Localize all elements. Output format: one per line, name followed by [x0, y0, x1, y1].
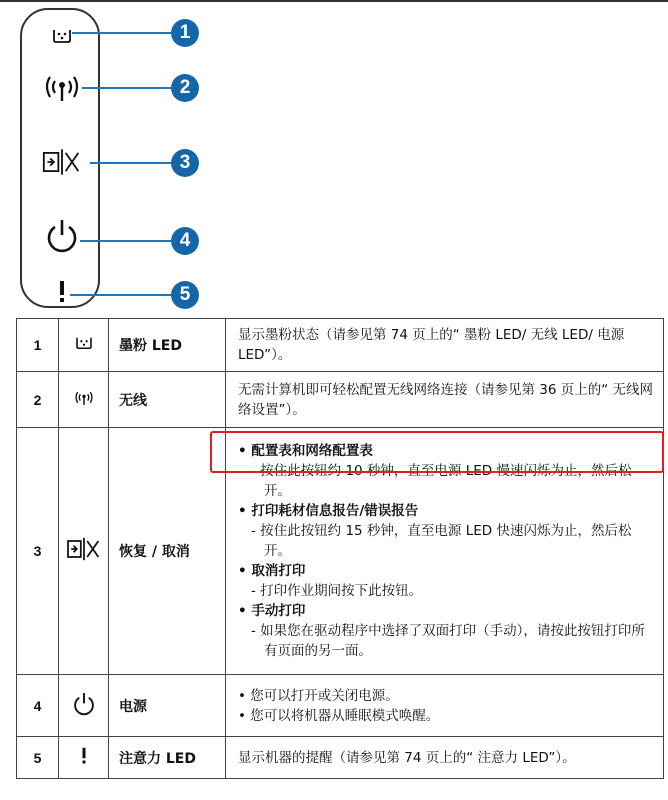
- row-name: 无线: [109, 372, 226, 428]
- callout-2: 2: [171, 74, 199, 102]
- row-number: 3: [17, 428, 59, 675]
- attention-icon: [59, 737, 109, 779]
- row-number: 1: [17, 319, 59, 372]
- table-row: [17, 737, 664, 779]
- row-name: 注意力 LED: [109, 737, 226, 779]
- toner-icon: [42, 16, 82, 56]
- toner-icon: [59, 319, 109, 372]
- item-detail: - 按住此按钮约 15 秒钟，直至电源 LED 快速闪烁为止，然后松开。: [251, 523, 632, 559]
- top-rule: [0, 0, 668, 2]
- row-description: [226, 675, 664, 737]
- resume-cancel-icon: [59, 428, 109, 675]
- item-title: 配置表和网络配置表: [251, 443, 373, 459]
- row-description: 显示墨粉状态（请参见第 74 页上的“ 墨粉 LED/ 无线 LED/ 电源 LED”）。: [226, 319, 664, 372]
- row-number: 2: [17, 372, 59, 428]
- row-description: 显示机器的提醒（请参见第 74 页上的“ 注意力 LED”）。: [226, 737, 664, 779]
- leader-line-5: [70, 294, 172, 296]
- resume-cancel-icon[interactable]: [42, 142, 82, 182]
- row-name: 恢复 / 取消: [109, 428, 226, 675]
- leader-line-4: [80, 240, 172, 242]
- list-item: • 配置表和网络配置表: [238, 443, 373, 459]
- callout-1: 1: [171, 19, 199, 47]
- row-description: 无需计算机即可轻松配置无线网络连接（请参见第 36 页上的“ 无线网络设置”）。: [226, 372, 664, 428]
- list-item: • 打印耗材信息报告/错误报告: [238, 503, 419, 519]
- callout-4: 4: [171, 227, 199, 255]
- row-name: 电源: [109, 675, 226, 737]
- list-item: • 您可以将机器从睡眠模式唤醒。: [238, 707, 440, 724]
- leader-line-1: [72, 32, 172, 34]
- control-panel: [20, 8, 100, 308]
- wireless-icon: [59, 372, 109, 428]
- item-title: 手动打印: [251, 603, 306, 619]
- leader-line-3: [90, 162, 172, 164]
- table-row: [17, 675, 664, 737]
- table-row: [17, 319, 664, 372]
- row-name: 墨粉 LED: [109, 319, 226, 372]
- item-title: 取消打印: [251, 563, 306, 579]
- row-number: 4: [17, 675, 59, 737]
- control-panel-table: [16, 318, 664, 779]
- leader-line-2: [82, 87, 172, 89]
- power-icon: [59, 675, 109, 737]
- attention-icon: [42, 272, 82, 312]
- row-number: 5: [17, 737, 59, 779]
- wireless-icon[interactable]: [42, 68, 82, 108]
- power-icon[interactable]: [42, 216, 82, 256]
- item-detail: - 按住此按钮约 10 秒钟，直至电源 LED 慢速闪烁为止，然后松开。: [251, 463, 632, 499]
- list-item: • 取消打印: [238, 563, 306, 579]
- table-row: [17, 372, 664, 428]
- highlight-box: [210, 431, 664, 473]
- item-detail: - 打印作业期间按下此按钮。: [251, 583, 423, 599]
- list-item: • 手动打印: [238, 603, 306, 619]
- item-title: 打印耗材信息报告/错误报告: [251, 503, 419, 519]
- item-detail: - 如果您在驱动程序中选择了双面打印（手动），请按此按钮打印所有页面的另一面。: [251, 623, 645, 659]
- callout-3: 3: [171, 149, 199, 177]
- callout-5: 5: [171, 281, 199, 309]
- list-item: • 您可以打开或关闭电源。: [238, 687, 399, 704]
